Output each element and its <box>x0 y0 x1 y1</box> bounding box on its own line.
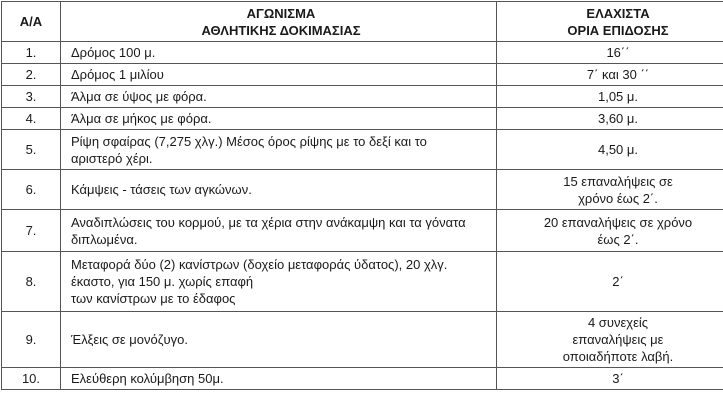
event-cell: Ρίψη σφαίρας (7,275 χλγ.) Μέσος όρος ρίψης με το δεξί και το αριστερό χέρι. <box>61 130 497 170</box>
event-cell: Μεταφορά δύο (2) κανίστρων (δοχείο μεταφοράς ύδατος), 20 χλγ. έκαστο, για 150 μ. χωρίς επαφή των κανίστρων με το έδαφος <box>61 252 497 312</box>
row-number: 4. <box>2 108 61 130</box>
limit-cell: 16΄΄ <box>497 42 723 64</box>
row-number: 3. <box>2 86 61 108</box>
row-number: 6. <box>2 170 61 210</box>
limit-cell: 4 συνεχείς επαναλήψεις με οποιαδήποτε λαβή. <box>497 312 723 368</box>
event-cell: Ελεύθερη κολύμβηση 50μ. <box>61 368 497 390</box>
table-row <box>2 312 723 368</box>
row-number: 8. <box>2 252 61 312</box>
header-limit: ΕΛΑΧΙΣΤΑ ΟΡΙΑ ΕΠΙΔΟΣΗΣ <box>497 2 723 42</box>
row-number: 5. <box>2 130 61 170</box>
table-row <box>2 130 723 170</box>
limit-cell: 20 επαναλήψεις σε χρόνο έως 2΄. <box>497 210 723 252</box>
table-row <box>2 108 723 130</box>
table-row <box>2 42 723 64</box>
event-cell: Δρόμος 100 μ. <box>61 42 497 64</box>
limit-cell: 4,50 μ. <box>497 130 723 170</box>
header-aa: Α/Α <box>2 2 61 42</box>
limit-cell: 1,05 μ. <box>497 86 723 108</box>
row-number: 1. <box>2 42 61 64</box>
athletic-limits-table <box>1 1 723 390</box>
event-cell: Δρόμος 1 μιλίου <box>61 64 497 86</box>
table-row <box>2 368 723 390</box>
table-row <box>2 170 723 210</box>
row-number: 2. <box>2 64 61 86</box>
header-row <box>2 2 723 42</box>
row-number: 7. <box>2 210 61 252</box>
event-cell: Κάμψεις - τάσεις των αγκώνων. <box>61 170 497 210</box>
table-row <box>2 86 723 108</box>
header-event: ΑΓΩΝΙΣΜΑ ΑΘΛΗΤΙΚΗΣ ΔΟΚΙΜΑΣΙΑΣ <box>61 2 497 42</box>
limit-cell: 15 επαναλήψεις σε χρόνο έως 2΄. <box>497 170 723 210</box>
event-cell: Άλμα σε μήκος με φόρα. <box>61 108 497 130</box>
row-number: 9. <box>2 312 61 368</box>
table-row <box>2 64 723 86</box>
row-number: 10. <box>2 368 61 390</box>
limit-cell: 3,60 μ. <box>497 108 723 130</box>
event-cell: Άλμα σε ύψος με φόρα. <box>61 86 497 108</box>
limit-cell: 2΄ <box>497 252 723 312</box>
table-row <box>2 210 723 252</box>
table-row <box>2 252 723 312</box>
event-cell: Αναδιπλώσεις του κορμού, με τα χέρια στην ανάκαμψη και τα γόνατα διπλωμένα. <box>61 210 497 252</box>
limit-cell: 3΄ <box>497 368 723 390</box>
event-cell: Έλξεις σε μονόζυγο. <box>61 312 497 368</box>
limit-cell: 7΄ και 30 ΄΄ <box>497 64 723 86</box>
